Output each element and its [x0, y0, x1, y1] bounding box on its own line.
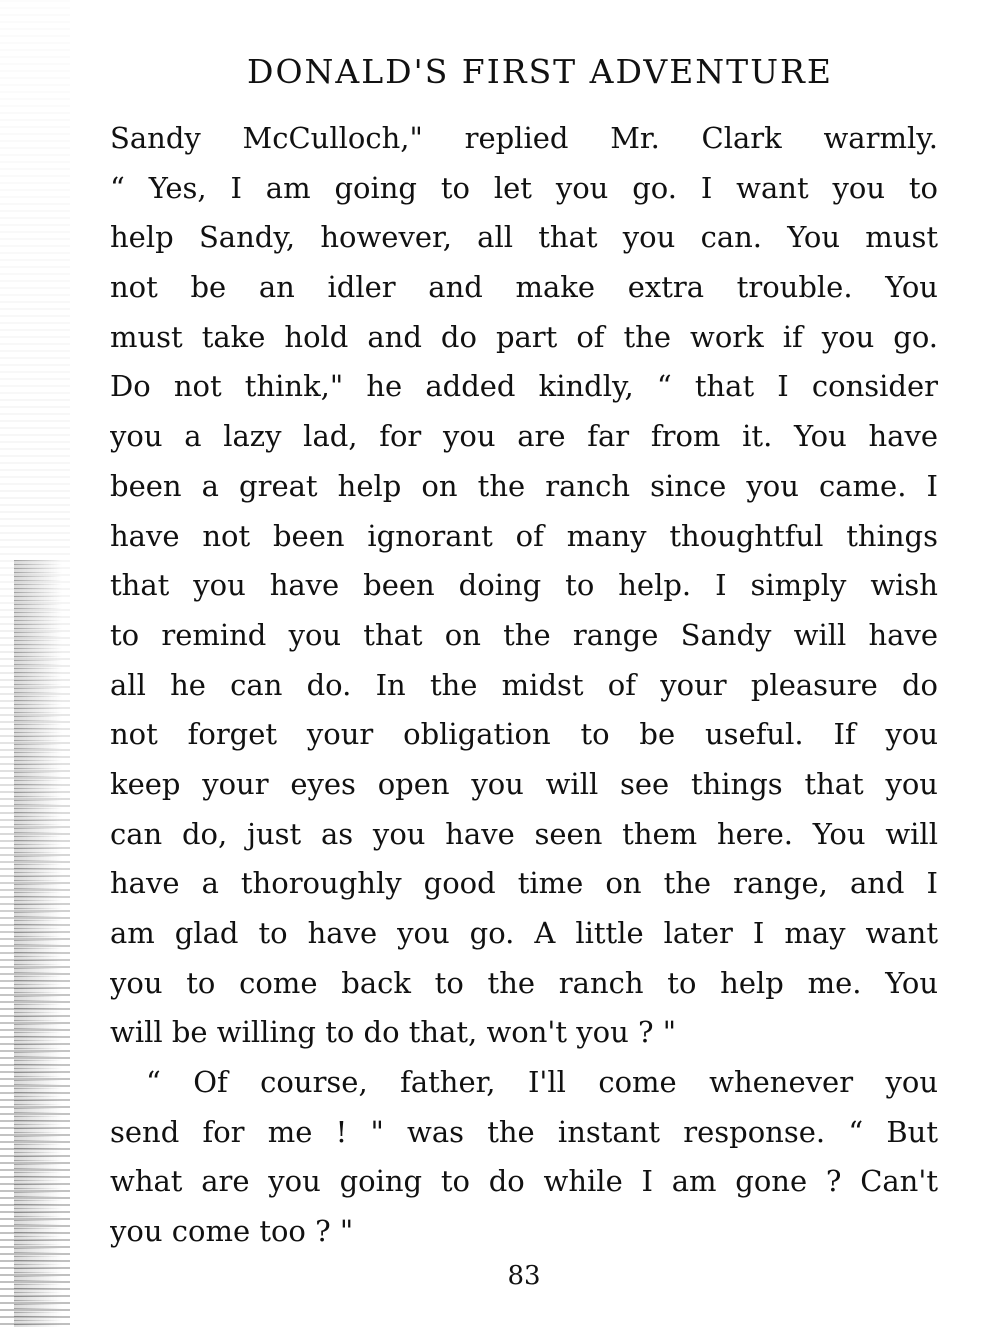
- text-line: keep your eyes open you will see things that you: [110, 766, 938, 801]
- text-line: been a great help on the ranch since you came. I: [110, 468, 938, 503]
- text-line: you to come back to the ranch to help me. You: [110, 965, 938, 1000]
- text-line: help Sandy, however, all that you can. You must: [110, 220, 938, 255]
- text-line: you a lazy lad, for you are far from it. You have: [110, 419, 938, 454]
- text-line: to remind you that on the range Sandy will have: [110, 617, 938, 652]
- body-text: [110, 114, 938, 1257]
- text-line: “ Yes, I am going to let you go. I want you to: [110, 170, 938, 205]
- text-line: “ Of course, father, I'll come whenever you: [146, 1065, 938, 1100]
- text-line: send for me ! " was the instant response. “ But: [110, 1114, 938, 1149]
- text-line: can do, just as you have seen them here. You will: [110, 816, 938, 851]
- text-line: have a thoroughly good time on the range, and I: [110, 866, 938, 901]
- text-line: Do not think," he added kindly, “ that I consider: [110, 369, 938, 404]
- page-edge-texture: [14, 560, 62, 1327]
- text-line: have not been ignorant of many thoughtful things: [110, 518, 938, 553]
- running-title: DONALD'S FIRST ADVENTURE: [247, 52, 833, 91]
- text-line: what are you going to do while I am gone ? Can't: [110, 1164, 938, 1199]
- text-line: not forget your obligation to be useful. If you: [110, 717, 938, 752]
- text-line: that you have been doing to help. I simply wish: [110, 568, 938, 603]
- text-line: Sandy McCulloch," replied Mr. Clark warmly.: [110, 121, 938, 155]
- text-line: not be an idler and make extra trouble. You: [110, 270, 938, 305]
- text-line: will be willing to do that, won't you ? ": [110, 1015, 677, 1050]
- text-line: am glad to have you go. A little later I may want: [110, 916, 938, 950]
- text-line: you come too ? ": [110, 1214, 354, 1249]
- text-line: must take hold and do part of the work if you go.: [110, 319, 938, 354]
- text-line: all he can do. In the midst of your pleasure do: [110, 667, 938, 702]
- page-number: 83: [507, 1261, 541, 1291]
